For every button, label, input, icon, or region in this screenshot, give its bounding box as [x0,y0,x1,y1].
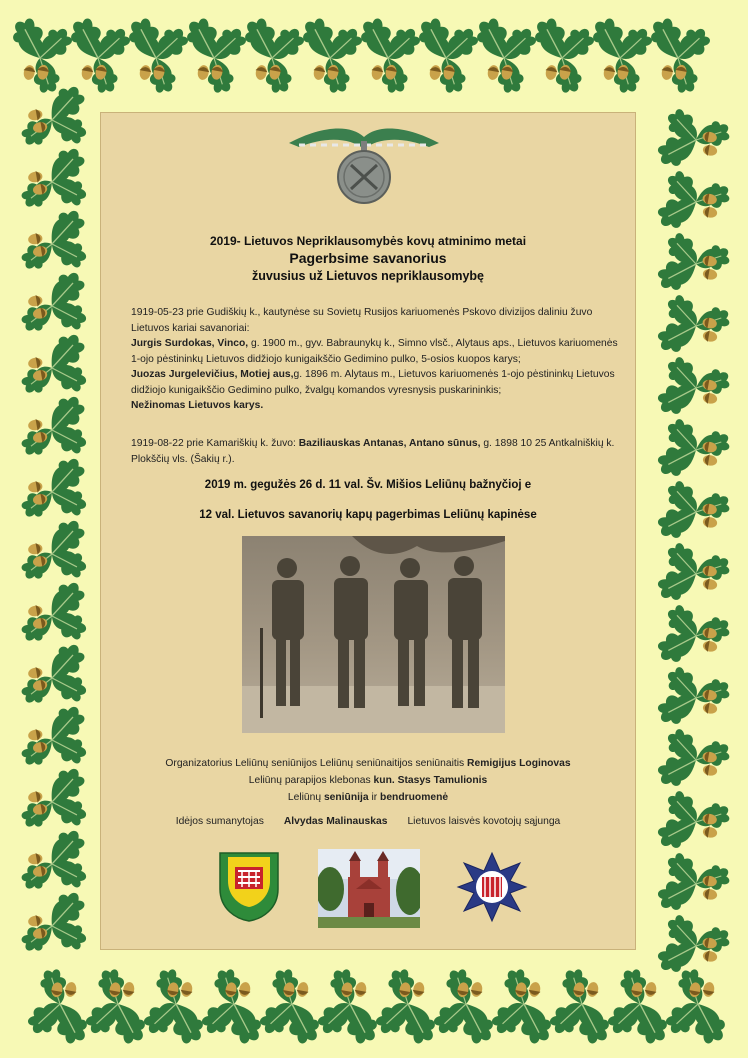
oak-leaf-cluster-icon [649,411,737,492]
soldier-entry [131,398,621,414]
oak-leaf-cluster-icon [542,961,626,1052]
oak-leaf-cluster-icon [649,163,737,244]
idea-line [101,816,635,827]
oak-leaf-cluster-icon [649,287,737,368]
oak-leaf-cluster-icon [0,10,80,101]
oak-leaf-cluster-icon [649,783,737,864]
oak-leaf-cluster-icon [170,10,254,101]
oak-leaf-cluster-icon [426,961,510,1052]
oak-leaf-cluster-icon [10,635,98,716]
organizer-line [101,755,635,772]
oak-leaf-cluster-icon [20,961,104,1052]
oak-leaf-cluster-icon [10,883,98,964]
oak-leaf-cluster-icon [10,201,98,282]
organizers-block [101,755,635,806]
soldier-entry [131,336,621,367]
oak-leaf-cluster-icon [54,10,138,101]
oak-leaf-cluster-icon [10,325,98,406]
oak-leaf-cluster-icon [286,10,370,101]
oak-leaf-cluster-icon [649,659,737,740]
soldier-name: Jurgis Surdokas, Vinco, [131,338,249,349]
oak-leaf-cluster-icon [10,263,98,344]
intro-text: 1919-05-23 prie Gudiškių k., kautynėse su Sovietų Rusijos kariuomenės Pskovo divizijos daliniu žuvo Lietuvos kariai savanoriai: [131,307,593,334]
soldier-entry [131,367,621,398]
oak-leaf-cluster-icon [649,721,737,802]
church-photo [318,849,420,928]
oak-leaf-cluster-icon [649,845,737,926]
oak-leaf-cluster-icon [649,349,737,430]
oak-leaf-cluster-icon [649,225,737,306]
organizer-name: Remigijus Loginovas [467,758,571,769]
organizer-label: Organizatorius Leliūnų seniūnijos Leliūnų seniūnaitijos seniūnaitis [165,758,468,769]
content-panel [100,112,636,950]
oak-leaf-cluster-icon [228,10,312,101]
intro-text: 1919-08-22 prie Kamariškių k. žuvo: [131,438,299,449]
soldier-details: g. 1896 m. Alytaus m., Lietuvos kariuomenės 1-ojo pėstininkų Lietuvos didžiojo kunigaikščio Gedimino pulko, žvalgų komandos vyresnysis puskarininkis; [131,369,615,396]
organizer-label: ir [368,792,381,803]
heading-year-line: 2019- Lietuvos Nepriklausomybės kovų atminimo metai [209,234,527,248]
oak-leaf-cluster-icon [10,759,98,840]
oak-leaf-cluster-icon [600,961,684,1052]
oak-leaf-cluster-icon [649,535,737,616]
oak-leaf-cluster-icon [658,961,742,1052]
oak-leaf-cluster-icon [252,961,336,1052]
heading-title: Pagerbsime savanorius [289,250,447,266]
body-paragraph-2 [131,436,621,467]
oak-leaf-cluster-icon [649,473,737,554]
historical-soldiers-photo [242,536,505,733]
oak-leaf-cluster-icon [649,597,737,678]
oak-leaf-cluster-icon [649,101,737,182]
oak-leaf-cluster-icon [10,139,98,220]
oak-leaf-cluster-icon [344,10,428,101]
soldier-details: g. 1900 m., gyv. Babraunykų k., Simno vlsč., Alytaus aps., Lietuvos kariuomenės 1-ojo pėstininkų Lietuvos didžiojo kunigaikščio Gedimino pulko, 5-osios kuopos karys; [131,338,618,365]
medal-ribbon-icon [279,117,449,207]
oak-leaf-cluster-icon [194,961,278,1052]
organizer-name: bendruomenė [380,792,449,803]
idea-label: Idėjos sumanytojas [175,816,264,827]
soldier-details: g. 1898 10 25 Antkalniškių k. Plokščių vls. (Šakių r.). [131,438,615,465]
soldier-name: Juozas Jurgelevičius, Motiej aus, [131,369,294,380]
organizer-name: kun. Stasys Tamulionis [373,775,488,786]
event-commemoration: 12 val. Lietuvos savanorių kapų pagerbimas Leliūnų kapinėse [199,509,537,521]
heading-subtitle: žuvusius už Lietuvos nepriklausomybę [251,269,484,283]
oak-leaf-cluster-icon [402,10,486,101]
oak-leaf-cluster-icon [136,961,220,1052]
oak-leaf-cluster-icon [634,10,718,101]
oak-leaf-cluster-icon [368,961,452,1052]
organizer-line [101,789,635,806]
event-mass: 2019 m. gegužės 26 d. 11 val. Šv. Mišios Leliūnų bažnyčioj e [204,479,532,491]
oak-leaf-cluster-icon [10,511,98,592]
oak-leaf-cluster-icon [460,10,544,101]
soldier-name: Baziliauskas Antanas, Antano sūnus, [298,438,481,449]
oak-leaf-cluster-icon [78,961,162,1052]
oak-leaf-cluster-icon [310,961,394,1052]
oak-leaf-cluster-icon [10,821,98,902]
idea-author: Alvydas Malinauskas [283,816,388,827]
oak-leaf-cluster-icon [10,449,98,530]
oak-leaf-cluster-icon [576,10,660,101]
coat-of-arms-icon [218,851,280,923]
organizer-line [101,772,635,789]
oak-leaf-cluster-icon [518,10,602,101]
oak-leaf-cluster-icon [10,387,98,468]
body-paragraph-1 [131,305,621,414]
oak-leaf-cluster-icon [10,697,98,778]
idea-organization: Lietuvos laisvės kovotojų sąjunga [407,816,561,827]
organizer-name: seniūnija [323,792,369,803]
organizer-label: Leliūnų [287,792,324,803]
oak-leaf-cluster-icon [112,10,196,101]
oak-leaf-cluster-icon [484,961,568,1052]
organizer-label: Leliūnų parapijos klebonas [248,775,374,786]
freedom-fighters-union-emblem-icon [456,851,528,923]
soldier-name: Nežinomas Lietuvos karys. [131,400,264,411]
oak-leaf-cluster-icon [10,573,98,654]
